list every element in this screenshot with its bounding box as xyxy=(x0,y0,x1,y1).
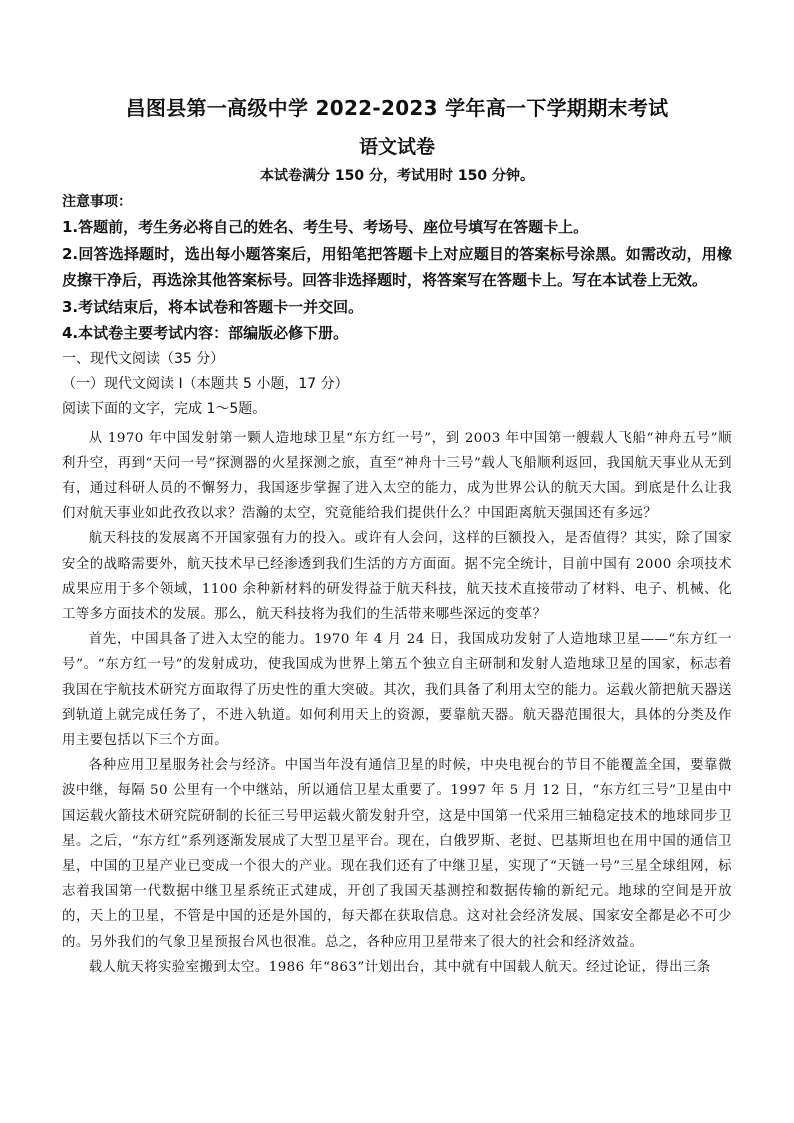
notice-item: 2.回答选择题时，选出每小题答案后，用铅笔把答题卡上对应题目的答案标号涂黑。如需改动，用橡皮擦干净后，再选涂其他答案标号。回答非选择题时，将答案写在答题卡上。写在本试卷上无效。 xyxy=(62,244,732,289)
reading-instruction: 阅读下面的文字，完成 1～5题。 xyxy=(62,400,267,417)
notice-item: 1.答题前，考生务必将自己的姓名、考生号、考场号、座位号填写在答题卡上。 xyxy=(62,218,589,236)
exam-subtitle: 语文试卷 xyxy=(358,136,435,158)
notice-heading: 注意事项： xyxy=(62,194,132,210)
passage-paragraph: 首先，中国具备了进入太空的能力。1970 年 4 月 24 日，我国成功发射了人造地球卫星——“东方红一号”。“东方红一号”的发射成功，使我国成为世界上第五个独立自主研制和发射人造地球卫星的国家，标志着我国在宇航技术研究方面取得了历史性的重大突破。其次，我们具备了利用太空的能力。运载火箭把航天器送到轨道上就完成任务了，不进入轨道。如何利用天上的资源，要靠航天器。航天器范围很大，具体的分类及作用主要包括以下三个方面。 xyxy=(62,632,732,748)
exam-title: 昌图县第一高级中学 2022-2023 学年高一下学期期末考试 xyxy=(125,96,669,120)
notice-item: 4.本试卷主要考试内容：部编版必修下册。 xyxy=(62,324,349,342)
passage-paragraph: 载人航天将实验室搬到太空。1986 年“863”计划出台，其中就有中国载人航天。经过论证，得出三条 xyxy=(88,959,711,975)
subsection-heading: （一）现代文阅读 I（本题共 5 小题，17 分） xyxy=(62,375,349,392)
score-note: 本试卷满分 150 分，考试用时 150 分钟。 xyxy=(260,168,534,184)
passage-paragraph: 从 1970 年中国发射第一颗人造地球卫星“东方红一号”，到 2003 年中国第一艘载人飞船“神舟五号”顺利升空，再到“天问一号”探测器的火星探测之旅，直至“神舟十三号”载人飞船顺利返回，我国航天事业从无到有，通过科研人员的不懈努力，我国逐步掌握了进入太空的能力，成为世界公认的航天大国。到底是什么让我们对航天事业如此孜孜以求？浩瀚的太空，究竟能给我们提供什么？中国距离航天强国还有多远？ xyxy=(62,430,732,522)
passage-paragraph: 各种应用卫星服务社会与经济。中国当年没有通信卫星的时候，中央电视台的节目不能覆盖全国，要靠微波中继，每隔 50 公里有一个中继站，所以通信卫星太重要了。1997 年 5 月 12 日，“东方红三号”卫星由中国运载火箭技术研究院研制的长征三号甲运载火箭发射升空，这是中国第一代采用三轴稳定技术的地球同步卫星。之后，“东方红”系列逐渐发展成了大型卫星平台。现在，白俄罗斯、老挝、巴基斯坦也在用中国的通信卫星，中国的卫星产业已变成一个很大的产业。现在我们还有了中继卫星，实现了“天链一号”三星全球组网，标志着我国第一代数据中继卫星系统正式建成，开创了我国天基测控和数据传输的新纪元。地球的空间是开放的，天上的卫星，不管是中国的还是外国的，每天都在获取信息。这对社会经济发展、国家安全都是必不可少的。另外我们的气象卫星预报台风也很准。总之，各种应用卫星带来了很大的社会和经济效益。 xyxy=(62,758,732,950)
notice-item: 3.考试结束后，将本试卷和答题卡一并交回。 xyxy=(62,297,364,316)
passage-paragraph: 航天科技的发展离不开国家强有力的投入。或许有人会问，这样的巨额投入，是否值得？其实，除了国家安全的战略需要外，航天技术早已经渗透到我们生活的方方面面。据不完全统计，目前中国有 2000 余项技术成果应用于多个领域，1100 余种新材料的研发得益于航天科技，航天技术直接带动了材料、电子、机械、化工等多方面技术的发展。那么，航天科技将为我们的生活带来哪些深远的变革？ xyxy=(62,531,732,622)
section-heading: 一、现代文阅读（35 分） xyxy=(62,350,225,367)
